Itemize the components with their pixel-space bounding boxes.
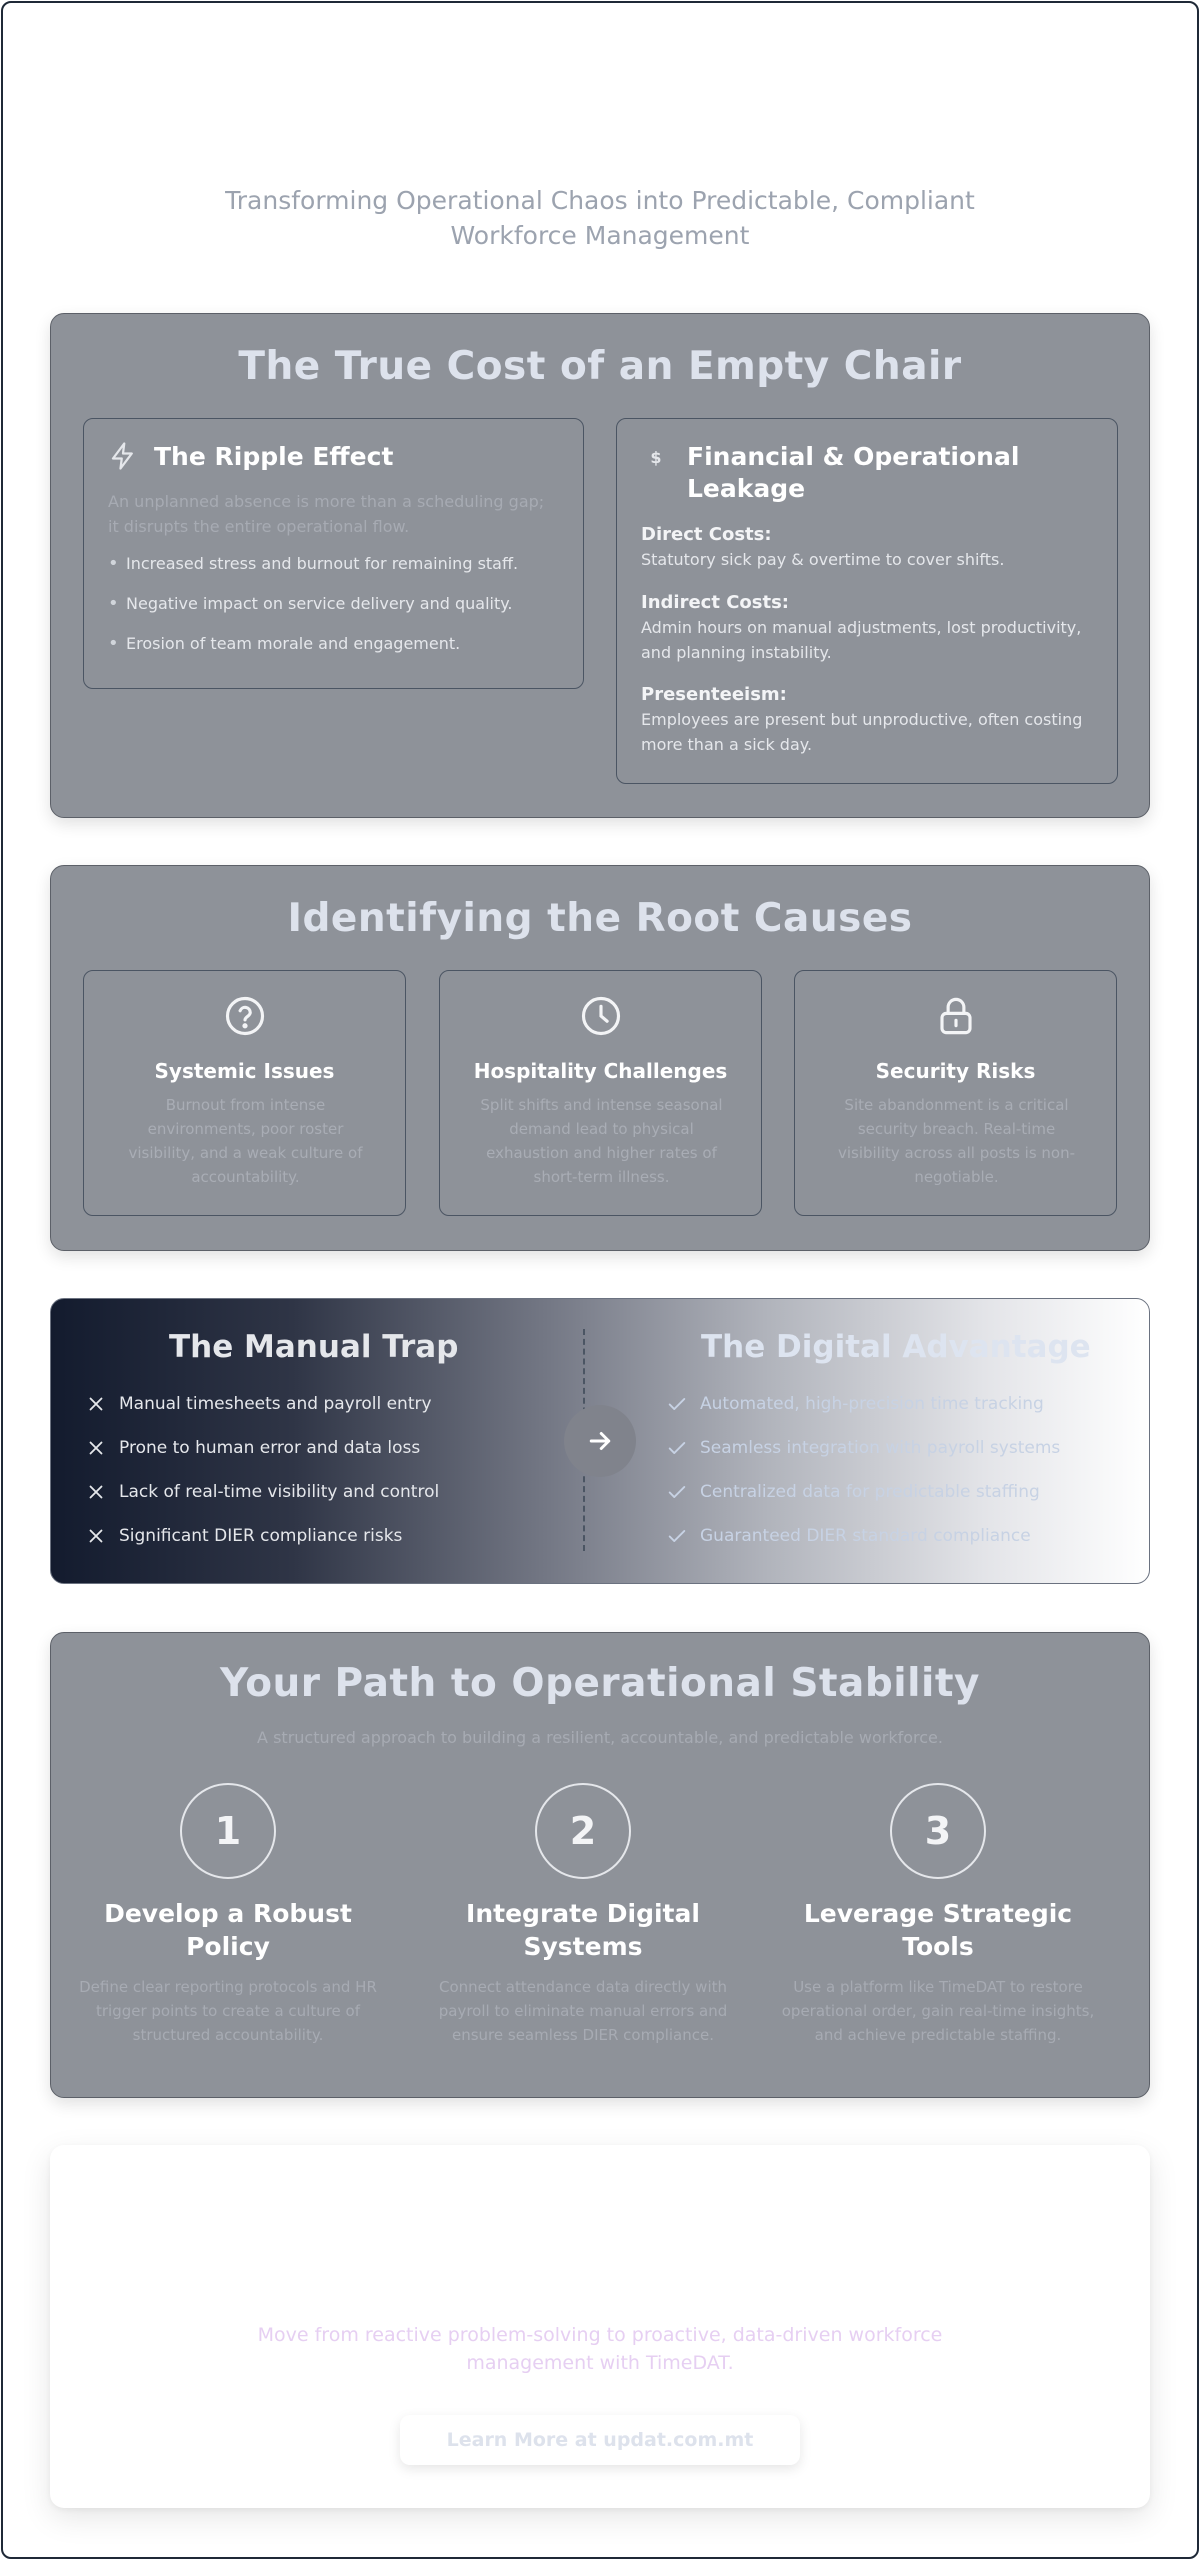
x-icon: [85, 1393, 107, 1415]
path-step: [777, 1783, 1099, 2047]
direct-costs: [641, 523, 1101, 572]
section-title: Identifying the Root Causes: [287, 896, 913, 941]
path-section: [50, 1632, 1150, 2098]
presenteeism: [641, 683, 1101, 757]
digital-item-text: Seamless integration with payroll systems: [700, 1438, 1061, 1458]
card-intro: An unplanned absence is more than a scheduling gap; it disrupts the entire operational flow.: [108, 492, 545, 536]
cost-text: Admin hours on manual adjustments, lost productivity, and planning instability.: [641, 618, 1082, 662]
x-icon: [85, 1481, 107, 1503]
path-step: [67, 1783, 389, 2047]
list-item: • Negative impact on service delivery and quality.: [108, 593, 568, 615]
ripple-bullet-list: [108, 553, 568, 673]
section-lead: A structured approach to building a resilient, accountable, and predictable workforce.: [257, 1728, 943, 1747]
x-icon: [85, 1525, 107, 1547]
step-text: Use a platform like TimeDAT to restore operational order, gain real-time insights, and achieve predictable staffing.: [781, 1978, 1095, 2044]
cost-label: Presenteeism:: [641, 684, 787, 705]
path-step: [422, 1783, 744, 2047]
svg-text:$: $: [650, 448, 662, 467]
card-text: Site abandonment is a critical security breach. Real-time visibility across all posts is non-negotiable.: [837, 1096, 1076, 1186]
manual-item-text: Prone to human error and data loss: [119, 1438, 421, 1458]
card-title: Security Risks: [875, 1059, 1036, 1083]
list-item: • Increased stress and burnout for remaining staff.: [108, 553, 568, 575]
card-title: Financial & Operational Leakage: [687, 442, 1020, 503]
digital-item: [666, 1525, 1031, 1547]
card-title: Systemic Issues: [154, 1059, 335, 1083]
step-title: Develop a Robust Policy: [104, 1899, 352, 1961]
digital-item-text: Guaranteed DIER standard compliance: [700, 1526, 1031, 1546]
digital-advantage-title: The Digital Advantage: [701, 1329, 1091, 1365]
section-title: The True Cost of an Empty Chair: [238, 344, 962, 389]
step-number: 3: [890, 1783, 986, 1879]
step-text: Define clear reporting protocols and HR trigger points to create a culture of structured accountability.: [79, 1978, 377, 2044]
manual-item: [85, 1525, 402, 1547]
manual-item: [85, 1437, 420, 1459]
learn-more-button[interactable]: Learn More at updat.com.mt: [400, 2415, 800, 2465]
digital-item-text: Centralized data for predictable staffing: [700, 1482, 1040, 1502]
manual-trap-title: The Manual Trap: [169, 1329, 459, 1365]
step-title: Integrate Digital Systems: [466, 1899, 700, 1961]
true-cost-section: [50, 313, 1150, 818]
manual-item: [85, 1393, 432, 1415]
financial-leakage-card: [616, 418, 1118, 784]
manual-vs-digital-section: [50, 1298, 1150, 1584]
card-text: Burnout from intense environments, poor roster visibility, and a weak culture of accountability.: [128, 1096, 363, 1186]
digital-item: [666, 1393, 1044, 1415]
cta-section: [50, 2145, 1150, 2508]
manual-item: [85, 1481, 439, 1503]
ripple-effect-card: [83, 418, 584, 689]
question-circle-icon: [224, 995, 266, 1037]
dollar-icon: [641, 441, 671, 471]
manual-item-text: Lack of real-time visibility and control: [119, 1482, 440, 1502]
lock-icon: [935, 995, 977, 1037]
step-text: Connect attendance data directly with payroll to eliminate manual errors and ensure seamless DIER compliance.: [438, 1978, 728, 2044]
check-icon: [666, 1525, 688, 1547]
root-causes-section: [50, 865, 1150, 1251]
check-icon: [666, 1393, 688, 1415]
manual-item-text: Manual timesheets and payroll entry: [119, 1394, 432, 1414]
cta-message: Move from reactive problem-solving to proactive, data-driven workforce management with TimeDAT.: [257, 2324, 943, 2374]
check-icon: [666, 1437, 688, 1459]
list-item: • Erosion of team morale and engagement.: [108, 633, 568, 655]
cost-label: Indirect Costs:: [641, 592, 789, 613]
manual-item-text: Significant DIER compliance risks: [119, 1526, 403, 1546]
step-number: 1: [180, 1783, 276, 1879]
digital-item: [666, 1481, 1040, 1503]
cost-text: Employees are present but unproductive, often costing more than a sick day.: [641, 710, 1083, 754]
cost-text: Statutory sick pay & overtime to cover shifts.: [641, 550, 1005, 569]
lightning-icon: [108, 441, 138, 471]
card-title: Hospitality Challenges: [473, 1059, 728, 1083]
digital-item-text: Automated, high-precision time tracking: [700, 1394, 1044, 1414]
root-cause-card: [439, 970, 762, 1216]
x-icon: [85, 1437, 107, 1459]
indirect-costs: [641, 591, 1101, 665]
card-text: Split shifts and intense seasonal demand lead to physical exhaustion and higher rates of short-term illness.: [480, 1096, 723, 1186]
check-icon: [666, 1481, 688, 1503]
page-subtitle: Transforming Operational Chaos into Predictable, Compliant Workforce Management: [225, 186, 975, 250]
root-cause-card: [83, 970, 406, 1216]
step-title: Leverage Strategic Tools: [803, 1899, 1073, 1961]
section-title: Your Path to Operational Stability: [220, 1661, 980, 1706]
step-number: 2: [535, 1783, 631, 1879]
arrow-right-icon: [564, 1405, 636, 1477]
digital-item: [666, 1437, 1060, 1459]
root-cause-card: [794, 970, 1117, 1216]
clock-icon: [580, 995, 622, 1037]
cost-label: Direct Costs:: [641, 524, 772, 545]
card-title: The Ripple Effect: [154, 442, 394, 471]
